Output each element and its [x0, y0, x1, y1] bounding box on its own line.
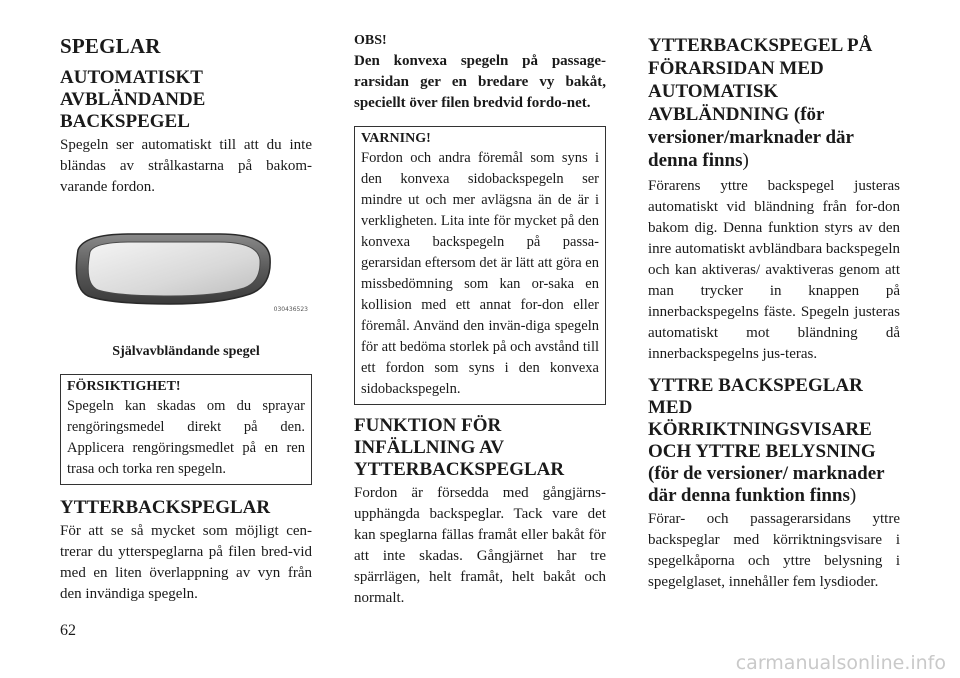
- driver-side-heading: [648, 34, 900, 172]
- turn-signal-heading: [648, 375, 900, 507]
- outer-mirrors-heading: YTTERBACKSPEGLAR: [60, 497, 271, 518]
- section-title: SPEGLAR: [60, 34, 161, 58]
- mirror-figure: [60, 220, 312, 342]
- page-number: 62: [60, 622, 76, 639]
- driver-side-heading-text: YTTERBACKSPEGEL PÅ FÖRARSIDAN MED AUTOMATISK AVBLÄNDNING (för versioner/marknader där denna finns: [648, 35, 873, 171]
- driver-side-heading-end: ): [742, 150, 749, 171]
- caution-box: [60, 374, 312, 485]
- fold-function-heading: FUNKTION FÖR INFÄLLNING AV YTTERBACKSPEGLAR: [354, 415, 565, 480]
- auto-dimming-heading: AUTOMATISKT AVBLÄNDANDE BACKSPEGEL: [60, 67, 206, 132]
- warning-box: [354, 126, 606, 405]
- turn-signal-text: Förar- och passagerarsidans yttre backspeglar med körriktningsvisare i spegelkåporna och yttre belysning i spegelglaset, innehåller fem lysdioder.: [648, 511, 900, 590]
- caution-text: Spegeln kan skadas om du sprayar rengöringsmedel direkt på den. Applicera rengöringsmedlet på en ren trasa och torka ren spegeln.: [67, 398, 305, 477]
- turn-signal-heading-end: ): [849, 485, 857, 506]
- fold-function-text: Fordon är försedda med gångjärns-upphängda backspeglar. Tack vare det kan speglarna fällas framåt eller bakåt för att inte skadas. Gångjärnet har tre spärrlägen, helt framåt, helt bakåt och normalt.: [354, 485, 606, 606]
- note-title: OBS!: [354, 33, 387, 48]
- note-text: Den konvexa spegeln på passage-rarsidan ger en bredare vy bakåt, speciellt över filen bredvid fordo-net.: [354, 53, 606, 111]
- outer-mirrors-text: För att se så mycket som möjligt cen-trerar du ytterspeglarna på filen bred-vid med en liten överlappning av vyn från den invändiga spegeln.: [60, 523, 312, 602]
- watermark: carmanualsonline.info: [735, 652, 946, 674]
- column-left: [60, 30, 312, 605]
- caution-title: FÖRSIKTIGHET!: [67, 379, 181, 394]
- column-right: [648, 30, 900, 593]
- figure-code: 030436523: [273, 306, 308, 313]
- turn-signal-heading-text: YTTRE BACKSPEGLAR MED KÖRRIKTNINGSVISARE OCH YTTRE BELYSNING (för de versioner/ marknader där denna funktion finns: [648, 375, 885, 506]
- figure-caption: Självavbländande spegel: [112, 344, 260, 359]
- driver-side-text: Förarens yttre backspegel justeras automatiskt vid bländning från for-don bakom dig. Denna funktion styrs av den inre automatiskt avbländbara backspegeln och kan aktiveras/ avaktiveras genom att man trycker in knappen på innerbackspegelns fäste. Spegeln justeras automatiskt mot bländning då innerbackspegelns jus-teras.: [648, 178, 900, 362]
- warning-text: Fordon och andra föremål som syns i den konvexa sidobackspegeln ser mindre ut och mer avlägsna än de är i verkligheten. Lita inte för mycket på den konvexa backspegeln på passa-gerarsidan eftersom det är lätt att göra en missbedömning som kan or-saka en kollision med ett annat for-don eller föremål. Använd den invän-diga spegeln för att bedöma storlek på och avstånd till ett fordon som syns i den konvexa sidobackspegeln.: [361, 150, 599, 397]
- auto-dimming-text: Spegeln ser automatiskt till att du inte bländas av strålkastarna på bakom-varande fordon.: [60, 137, 312, 195]
- rearview-mirror-illustration: [70, 228, 276, 308]
- warning-title: VARNING!: [361, 131, 431, 146]
- column-middle: [354, 30, 606, 609]
